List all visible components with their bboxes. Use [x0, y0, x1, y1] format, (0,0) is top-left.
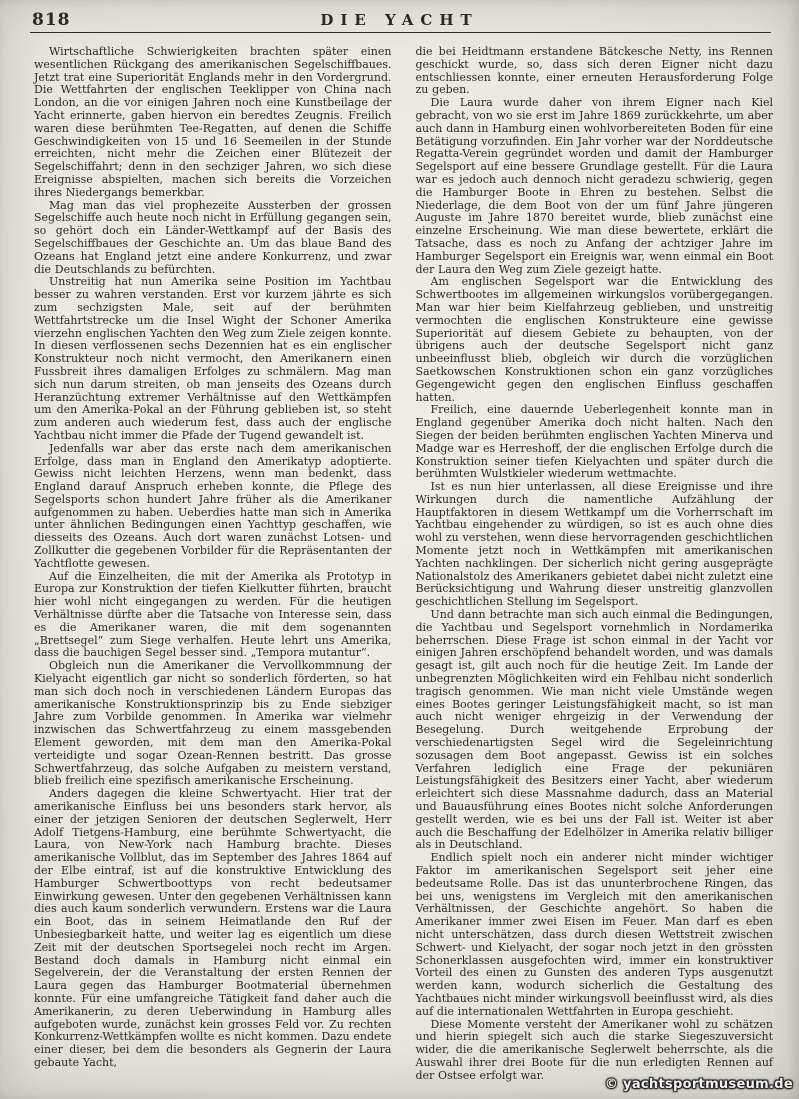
paragraph: Und dann betrachte man sich auch einmal die Bedingungen, die Yachtbau und Segelsport vornehmlich in Nordamerika beherrschen. Diese Frage ist schon einmal in der Yacht vor einigen Jahren erschöpfend behandelt worden, und was damals gesagt ist, gilt auch noch für die heutige Zeit. Im Lande der unbegrenzten Möglichkeiten wird ein Fehlbau nicht sonderlich tragisch genommen. Wie man nicht viele Umstände wegen eines Bootes geringer Leistungsfähigkeit macht, so ist man auch nicht weniger ehrgeizig in der Verwendung der Besegelung. Durch weitgehende Erprobung der verschiedenartigsten Segel wird die Segeleinrichtung sozusagen dem Boot angepasst. Gewiss ist ein solches Verfahren lediglich eine Frage der pekuniären Leistungsfähigkeit des Besitzers einer Yacht, aber wiederum erleichtert sich diese Massnahme dadurch, dass an Material und Bauausführung eines Bootes nicht solche Anforderungen gestellt werden, wie es bei uns der Fall ist. Weiter ist aber auch die Beschaffung der Edelhölzer in Amerika relativ billiger als in Deutschland. [415, 608, 773, 852]
left-column [34, 46, 392, 1085]
paragraph: Unstreitig hat nun Amerika seine Position im Yachtbau besser zu wahren verstanden. Erst vor kurzem jährte es sich zum sechzigsten Male, seit auf der berühmten Wettfahrtstrecke um die Insel Wight der Schoner Amerika vierzehn englischen Yachten den Weg zum Ziele zeigen konnte. In diesen verflossenen sechs Dezennien hat es ein englischer Konstrukteur noch nicht vermocht, den Amerikanern einen Fussbreit ihres damaligen Erfolges zu schmälern. Mag man sich nun darum streiten, ob man jenseits des Ozeans durch Heranzüchtung extremer Verhältnisse auf den Wettkämpfen um den Amerika-Pokal an der Führung geblieben ist, so steht zum anderen auch wiederum fest, dass auch der englische Yachtbau nicht immer die Pfade der Tugend gewandelt ist. [34, 275, 392, 442]
paragraph: Endlich spielt noch ein anderer nicht minder wichtiger Faktor im amerikanischen Segelsport seit jeher eine bedeutsame Rolle. Das ist das ununterbrochene Ringen, das bei uns, wenigstens im Vergleich mit den amerikanischen Verhältnissen, der Geschichte angehört. So haben die Amerikaner immer zwei Eisen im Feuer. Man darf es eben nicht unterschätzen, dass durch diesen Wettstreit zwischen Schwert- und Kielyacht, der sogar noch jetzt in den grössten Schonerklassen ausgefochten wird, immer ein konstruktiver Vorteil des einen zu Gunsten des anderen Typs ausgenutzt werden kann, wodurch sicherlich die Gestaltung des Yachtbaues nicht minder wirkungsvoll beeinflusst wird, als dies auf die internationalen Wettfahrten in Europa geschieht. [415, 851, 773, 1018]
watermark: © yachtsportmuseum.de [604, 1077, 793, 1092]
paragraph: Mag man das viel prophezeite Aussterben der grossen Segelschiffe auch heute noch nicht in Erfüllung gegangen sein, so gehört doch ein Länder-Wettkampf auf der Basis des Segelschiffbaues der Geschichte an. Um das blaue Band des Ozeans hat England jetzt eine andere Konkurrenz, und zwar die Deutschlands zu befürchten. [34, 198, 392, 276]
paragraph: Ist es nun hier unterlassen, all diese Ereignisse und ihre Wirkungen durch die namentliche Aufzählung der Hauptfaktoren in diesem Wettkampf um die Vorherrschaft im Yachtbau eingehender zu würdigen, so ist es auch ohne dies wohl zu verstehen, wenn diese hervorragenden geschichtlichen Momente jetzt noch in Wettkämpfen mit amerikanischen Yachten nachklingen. Der sicherlich nicht gering ausgeprägte Nationalstolz des Amerikaners gebietet dabei nicht zuletzt eine Berücksichtigung und Wahrung dieser unstreitig glanzvollen geschichtlichen Stellung im Segelsport. [415, 480, 773, 609]
magazine-title: DIE YACHT [320, 11, 479, 29]
paragraph: Obgleich nun die Amerikaner die Vervollkommnung der Kielyacht eigentlich gar nicht so sonderlich förderten, so hat man sich doch noch in verschiedenen Ländern Europas das amerikanische Konstruktionsprinzip bis zu Ende siebziger Jahre zum Vorbilde genommen. In Amerika war vielmehr inzwischen das Schwertfahrzeug zu einem massgebenden Element geworden, mit dem man den Amerika-Pokal verteidigte und sogar Ozean-Rennen bestritt. Das grosse Schwertfahrzeug, das solche Aufgaben zu meistern verstand, blieb freilich eine spezifisch amerikanische Erscheinung. [34, 659, 392, 788]
paragraph: Diese Momente versteht der Amerikaner wohl zu schätzen und hierin spiegelt sich auch die starke Siegeszuversicht wider, die die amerikanische Seglerwelt beherrschte, als die Auswahl ihrer drei Boote für die nun erledigten Rennen auf der Ostsee erfolgt war. [415, 1017, 773, 1082]
header-rule [30, 32, 771, 33]
page-number: 818 [32, 10, 71, 30]
paragraph: Jedenfalls war aber das erste nach dem amerikanischen Erfolge, dass man in England den Amerikatyp adoptierte. Gewiss nicht leichten Herzens, wenn man bedenkt, dass England darauf Anspruch erheben konnte, die Pflege des Segelsports schon hundert Jahre früher als die Amerikaner aufgenommen zu haben. Ueberdies hatte man sich in Amerika unter ähnlichen Bedingungen einen Yachttyp geschaffen, wie diesseits des Ozeans. Auch dort waren zunächst Lotsen- und Zollkutter die gegebenen Vorbilder für die Repräsentanten der Yachtflotte gewesen. [34, 441, 392, 570]
right-column [416, 46, 774, 1085]
paragraph: Freilich, eine dauernde Ueberlegenheit konnte man in England gegenüber Amerika doch nicht halten. Nach den Siegen der beiden berühmten englischen Yachten Minerva und Madge war es Herreshoff, der die englischen Erfolge durch die Konstruktion seiner tiefen Kielyachten und später durch die berühmten Wulstkieler wiederum wettmachte. [415, 403, 773, 481]
paragraph: Am englischen Segelsport war die Entwicklung des Schwertbootes im allgemeinen wirkungslos vorübergegangen. Man war hier beim Kielfahrzeug geblieben, und unstreitig vermochten die englischen Konstrukteure eine gewisse Superiorität auf diesem Gebiete zu behaupten, von der übrigens auch der deutsche Segelsport nicht ganz unbeeinflusst blieb, obgleich wir durch die vorzüglichen Saetkowschen Konstruktionen schon ein ganz vorzügliches Gegengewicht gegen den englischen Einfluss geschaffen hatten. [415, 275, 773, 404]
paragraph: die bei Heidtmann erstandene Bätckesche Netty, ins Rennen geschickt wurde, so, dass sich deren Eigner nicht dazu entschliessen konnte, einer erneuten Herausforderung Folge zu geben. [415, 45, 773, 97]
page-header [0, 6, 799, 40]
paragraph: Anders dagegen die kleine Schwertyacht. Hier trat der amerikanische Einfluss bei uns besonders stark hervor, als einer der jetzigen Senioren der deutschen Seglerwelt, Herr Adolf Tietgens-Hamburg, eine berühmte Schwertyacht, die Laura, von New-York nach Hamburg brachte. Dieses amerikanische Vollblut, das im September des Jahres 1864 auf der Elbe eintraf, ist auf die konstruktive Entwicklung des Hamburger Schwertboottyps von recht bedeutsamer Einwirkung gewesen. Unter den gegebenen Verhältnissen kann dies auch kaum sonderlich verwundern. Erstens war die Laura ein Boot, das in seinem Heimatlande den Ruf der Unbesiegbarkeit hatte, und weiter lag es eigentlich um diese Zeit mit der deutschen Sportsegelei noch recht im Argen. Bestand doch damals in Hamburg nicht einmal ein Segelverein, der die Veranstaltung der ersten Rennen der Laura gegen das Hamburger Bootmaterial übernehmen konnte. Für eine umfangreiche Tätigkeit fand daher auch die Amerikanerin, zu deren Ueberwindung in Hamburg alles aufgeboten wurde, zunächst kein grosses Feld vor. Zu rechten Konkurrenz-Wettkämpfen wollte es nicht kommen. Dazu endete einer dieser, bei dem die besonders als Gegnerin der Laura gebaute Yacht, [34, 787, 392, 1069]
text-columns [34, 46, 773, 1085]
paragraph: Wirtschaftliche Schwierigkeiten brachten später einen wesentlichen Rückgang des amerikanischen Segelschiffbaues. Jetzt trat eine Superiorität Englands mehr in den Vordergrund. Die Wettfahrten der englischen Teeklipper von China nach London, an die vor einigen Jahren noch eine Kunstbeilage der Yacht erinnerte, gaben hiervon ein beredtes Zeugnis. Freilich waren diese berühmten Tee-Regatten, auf denen die Schiffe Geschwindigkeiten von 15 und 16 Seemeilen in der Stunde erreichten, nicht mehr die Zeichen einer Blütezeit der Segelschiffahrt; denn in den sechziger Jahren, wo sich diese Ereignisse abspielten, machen sich bereits die Vorzeichen ihres Niedergangs bemerkbar. [34, 45, 392, 199]
paragraph: Auf die Einzelheiten, die mit der Amerika als Prototyp in Europa zur Konstruktion der tiefen Kielkutter führten, braucht hier wohl nicht eingegangen zu werden. Für die heutigen Verhältnisse dürfte aber die Tatsache von Interesse sein, dass es die Amerikaner waren, die mit dem sogenannten „Brettsegel“ zum Siege verhalfen. Heute lehrt uns Amerika, dass die bauchigen Segel besser sind. „Tempora mutantur“. [34, 569, 392, 660]
paragraph: Die Laura wurde daher von ihrem Eigner nach Kiel gebracht, von wo sie erst im Jahre 1869 zurückkehrte, um aber auch dann in Hamburg einen wohlvorbereiteten Boden für eine Betätigung vorzufinden. Ein Jahr vorher war der Norddeutsche Regatta-Verein gegründet worden und damit der Hamburger Segelsport auf eine bessere Grundlage gestellt. Für die Laura war es jedoch auch dennoch nicht geradezu schwierig, gegen die Hamburger Boote in Ehren zu bestehen. Selbst die Niederlage, die dem Boot von der um fünf Jahre jüngeren Auguste im Jahre 1870 bereitet wurde, blieb zunächst eine einzelne Erscheinung. Wie man diese bewertete, erklärt die Tatsache, dass es noch zu Anfang der achtziger Jahre im Hamburger Segelsport ein Ereignis war, wenn einmal ein Boot der Laura den Weg zum Ziele gezeigt hatte. [415, 96, 773, 276]
